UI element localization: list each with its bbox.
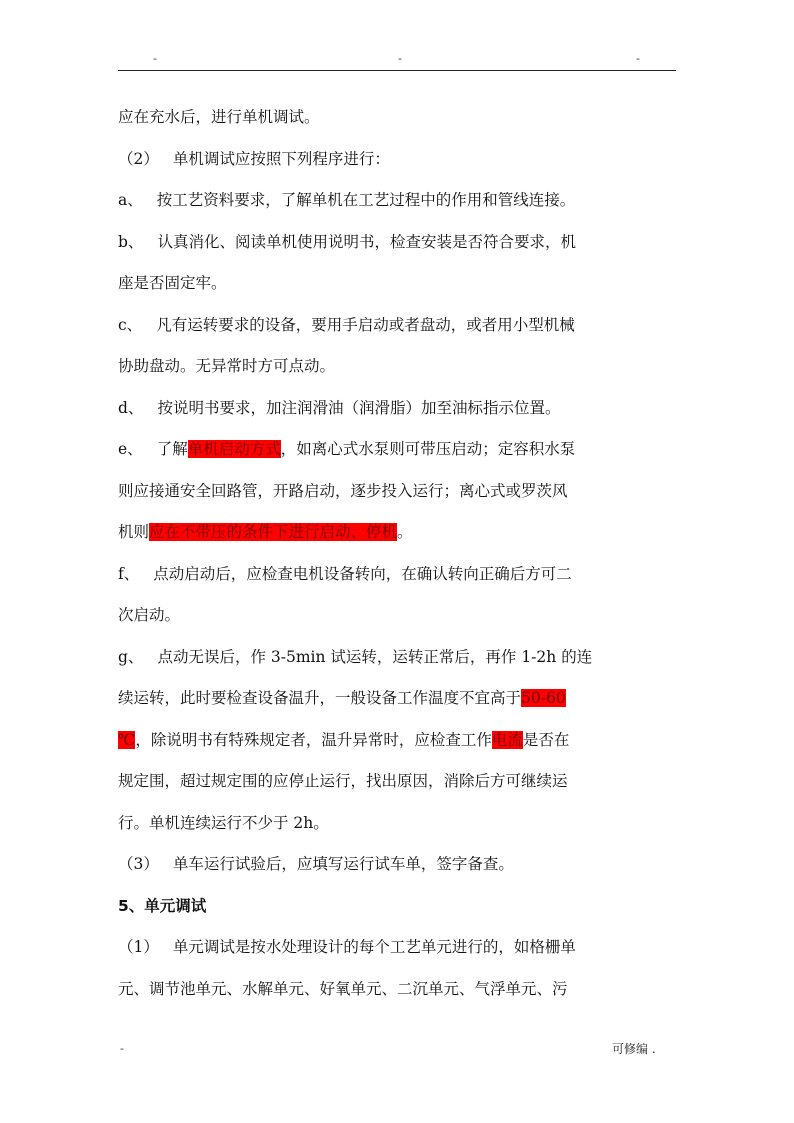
paragraph-line: 则应接通安全回路管，开路启动，逐步投入运行；离心式或罗茨风	[118, 481, 568, 500]
header-rule	[118, 70, 676, 71]
paragraph-line: 次启动。	[118, 606, 181, 624]
header-mark-center: -	[398, 52, 402, 65]
paragraph-line: 座是否固定牢。	[118, 274, 227, 292]
paragraph-line: （2） 单机调试应按照下列程序进行：	[118, 149, 390, 168]
highlight: 单机启动方式	[187, 440, 281, 458]
paragraph-line: 应在充水后，进行单机调试。	[118, 108, 320, 126]
paragraph-line: 行。单机连续运行不少于 2h。	[118, 813, 329, 832]
paragraph-line: 续运转，此时要检查设备温升，一般设备工作温度不宜高于50-60	[118, 689, 566, 707]
list-item-c: c、 凡有运转要求的设备，要用手启动或者盘动，或者用小型机械	[118, 315, 575, 334]
paragraph-line: 规定围，超过规定围的应停止运行，找出原因，消除后方可继续运	[118, 772, 568, 790]
footer-editable-note: 可修编 .	[612, 1042, 656, 1056]
paragraph-line: 元、调节池单元、水解单元、好氧单元、二沉单元、气浮单元、污	[118, 979, 568, 998]
list-item-f: f、 点动启动后，应检查电机设备转向，在确认转向正确后方可二	[118, 564, 572, 583]
paragraph-line: （1） 单元调试是按水处理设计的每个工艺单元进行的，如格栅单	[118, 938, 576, 956]
list-item-g: g、 点动无误后，作 3-5min 试运转，运转正常后，再作 1-2h 的连	[118, 647, 593, 666]
highlight: 电流	[491, 730, 523, 749]
list-item-a: a、 按工艺资料要求，了解单机在工艺过程中的作用和管线连接。	[118, 191, 576, 209]
paragraph-line: （3） 单车运行试验后，应填写运行试车单，签字备查。	[118, 855, 514, 873]
footer-mark-left: -	[120, 1042, 124, 1055]
paragraph-line: ℃，除说明书有特殊规定者，温升异常时，应检查工作电流是否在	[118, 730, 570, 749]
header-mark-right: -	[636, 52, 640, 65]
header-mark-left: -	[153, 52, 157, 65]
paragraph-line: 协助盘动。无异常时方可点动。	[118, 357, 336, 375]
highlight: 应在不带压的条件下进行启动、停机	[149, 523, 398, 541]
document-body	[118, 97, 678, 1010]
list-item-e: e、 了解单机启动方式，如离心式水泵则可带压启动；定容积水泵	[118, 440, 576, 458]
list-item-d: d、 按说明书要求，加注润滑油（润滑脂）加至油标指示位置。	[118, 398, 561, 417]
paragraph-line: 机则应在不带压的条件下进行启动、停机。	[118, 523, 413, 541]
highlight: ℃	[118, 730, 136, 749]
section-heading: 5、单元调试	[118, 896, 207, 915]
highlight: 50-60	[521, 689, 566, 707]
list-item-b: b、 认真消化、阅读单机使用说明书，检查安装是否符合要求，机	[118, 232, 576, 251]
